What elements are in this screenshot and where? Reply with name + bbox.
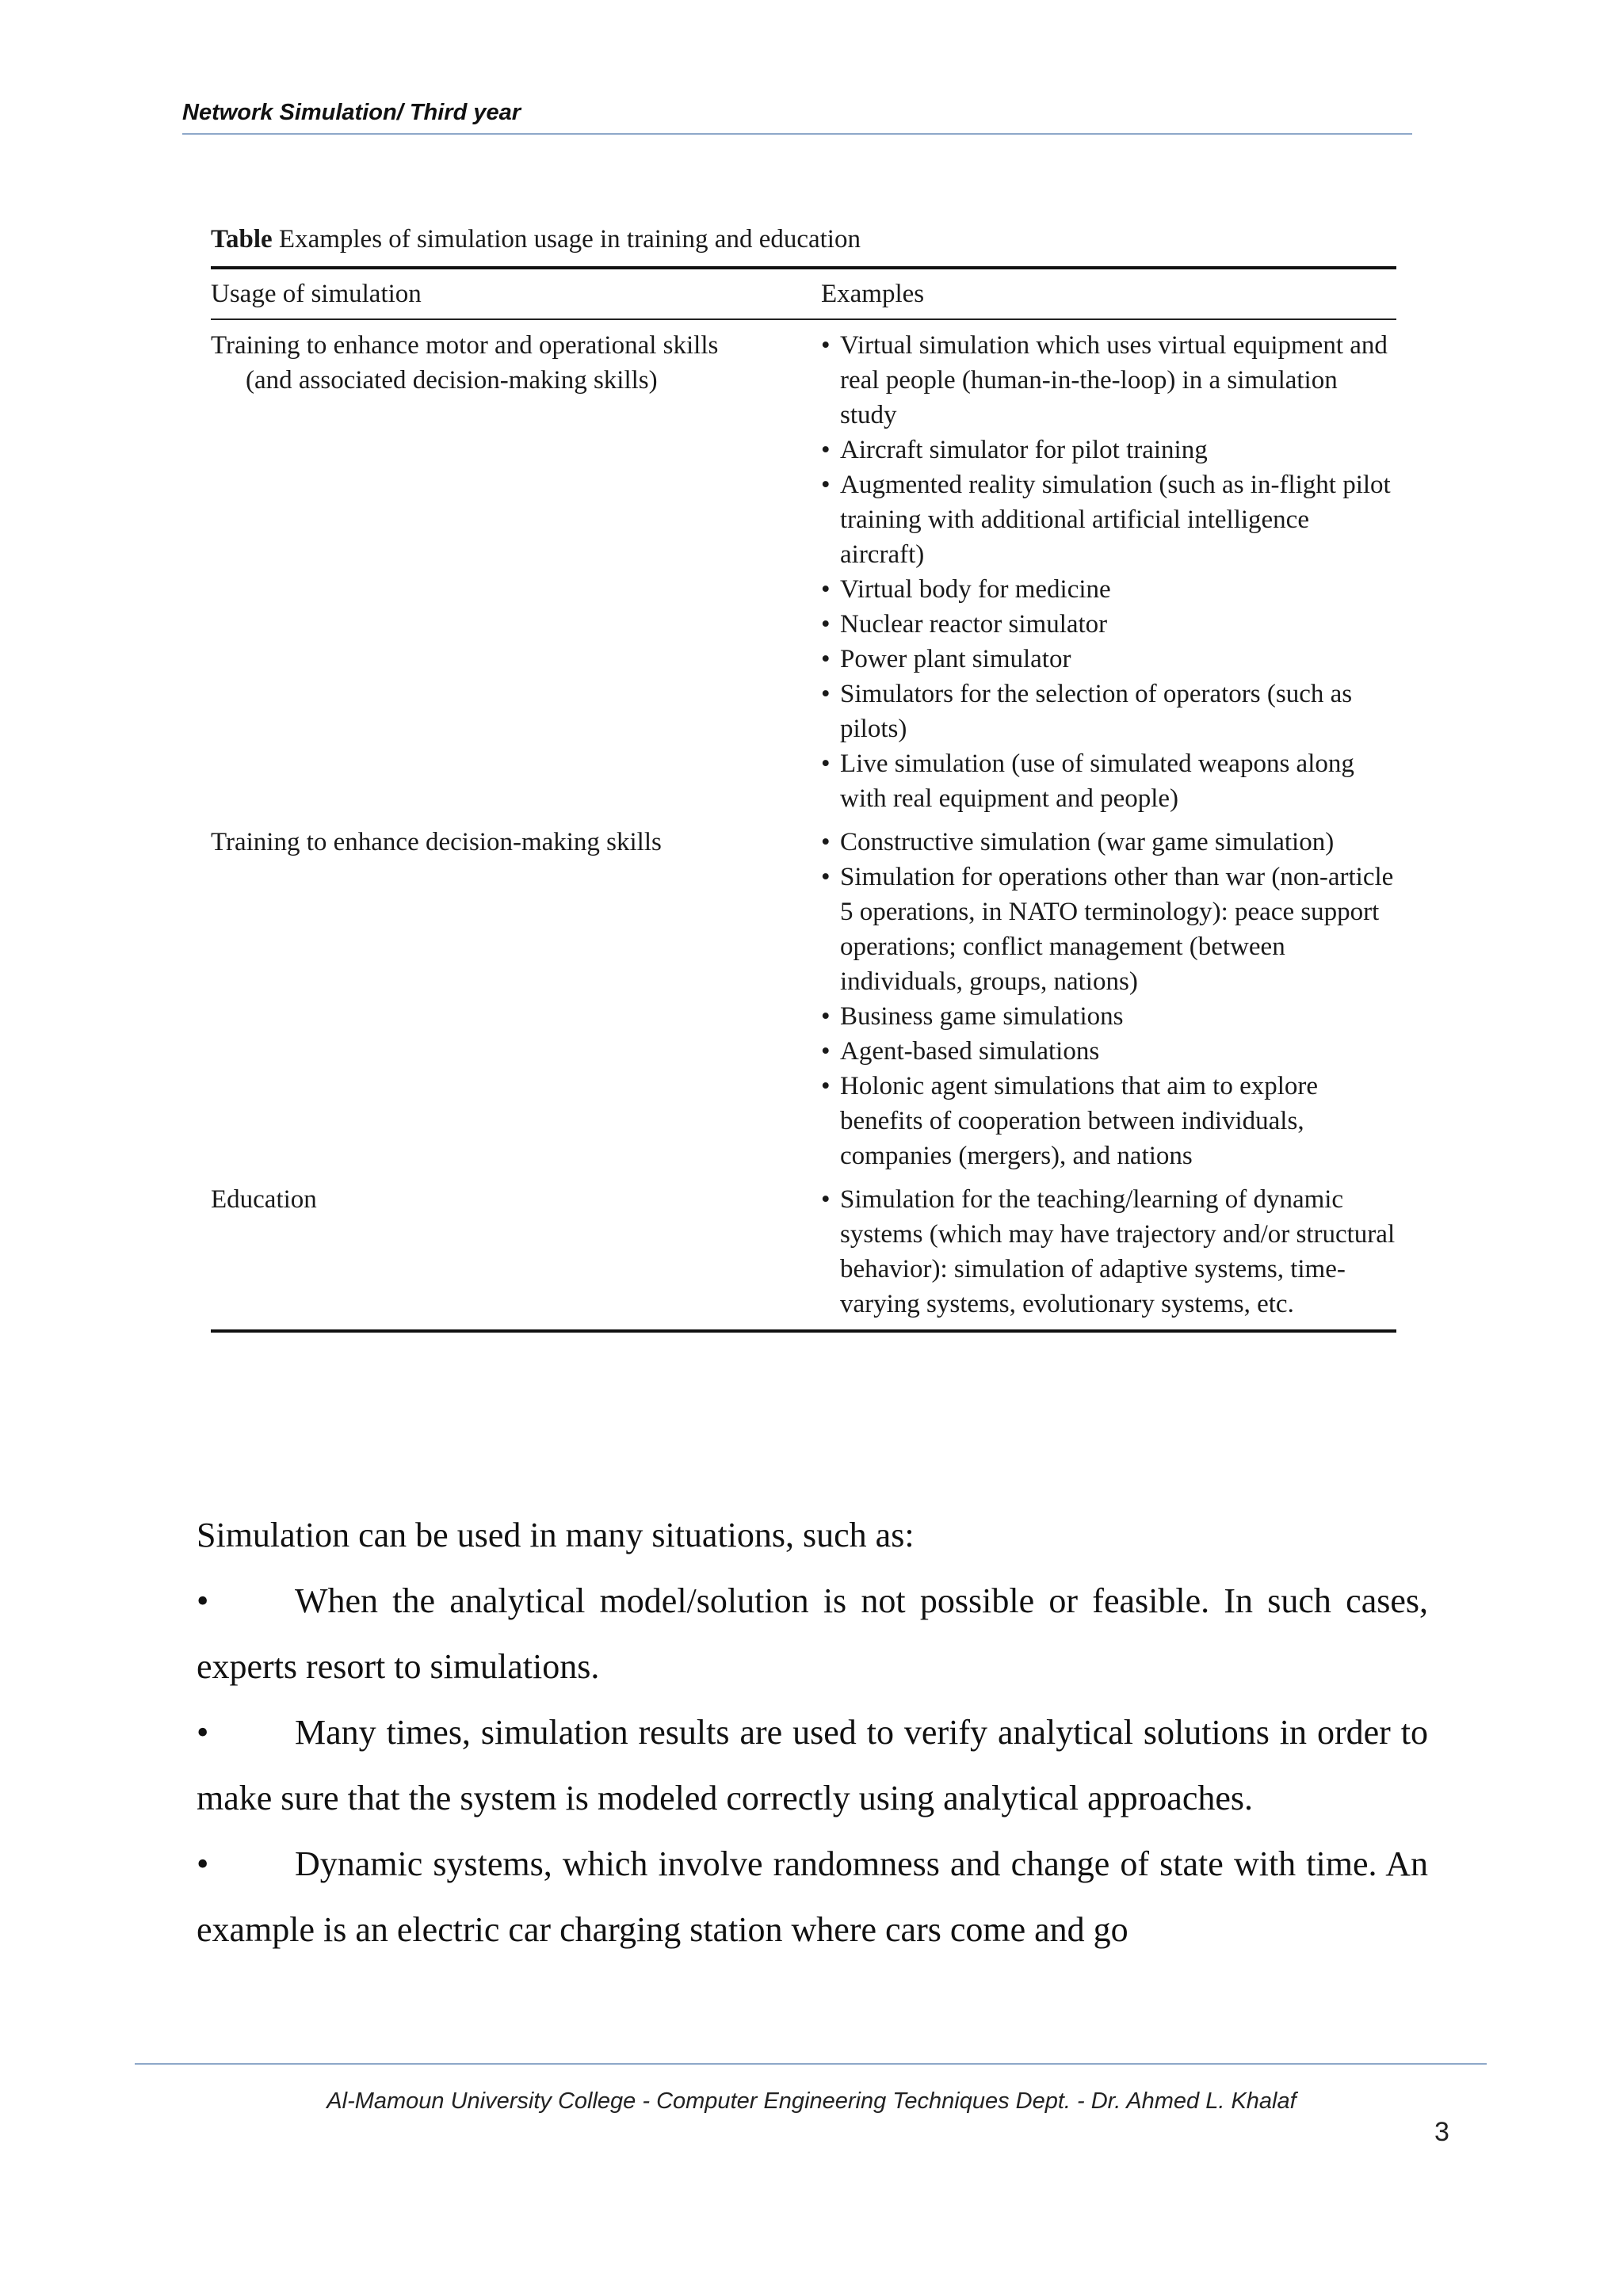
example-item: • Aircraft simulator for pilot training <box>821 433 1396 467</box>
table-caption-label: Table <box>211 225 273 254</box>
usage-cell <box>211 825 821 1173</box>
footer-text: Al-Mamoun University College - Computer Engineering Techniques Dept. - Dr. Ahmed L. Khalaf <box>327 2088 1296 2114</box>
table-row <box>211 825 1396 1173</box>
example-item: • Augmented reality simulation (such as in-flight pilot training with additional artificial intelligence aircraft) <box>821 467 1396 572</box>
table-bottom-rule <box>211 1329 1396 1333</box>
example-item: • Simulation for operations other than war (non-article 5 operations, in NATO terminology): peace support operations; conflict management (between individuals, groups, nations) <box>821 860 1396 999</box>
example-item: • Live simulation (use of simulated weapons along with real equipment and people) <box>821 746 1396 816</box>
bullet-paragraph <box>197 1568 1428 1699</box>
usage-cell <box>211 1182 821 1322</box>
example-item: • Virtual body for medicine <box>821 572 1396 607</box>
page-number: 3 <box>1434 2117 1449 2147</box>
running-header-title: Network Simulation/ Third year <box>182 100 521 125</box>
example-item: • Power plant simulator <box>821 642 1396 677</box>
example-item: • Constructive simulation (war game simulation) <box>821 825 1396 860</box>
bullet-text: Dynamic systems, which involve randomness and change of state with time. An example is an electric car charging station where cars come and go <box>197 1844 1428 1949</box>
example-item: • Virtual simulation which uses virtual equipment and real people (human-in-the-loop) in a simulation study <box>821 328 1396 433</box>
bullet-symbol: • <box>197 1581 209 1620</box>
example-item: • Simulation for the teaching/learning of dynamic systems (which may have trajectory and/or structural behavior): simulation of adaptive systems, time-varying systems, evolutionary systems, etc. <box>821 1182 1396 1322</box>
header-divider <box>182 133 1412 135</box>
column-header-examples: Examples <box>821 279 925 308</box>
example-item: • Agent-based simulations <box>821 1034 1396 1069</box>
example-item: • Business game simulations <box>821 999 1396 1034</box>
usage-text: Education <box>211 1185 317 1214</box>
example-item: • Nuclear reactor simulator <box>821 607 1396 642</box>
usage-text: Training to enhance decision-making skills <box>211 828 662 856</box>
table-caption-text: Examples of simulation usage in training and education <box>272 225 861 254</box>
column-header-usage: Usage of simulation <box>211 279 422 308</box>
bullet-paragraph <box>197 1699 1428 1831</box>
bullet-text: Many times, simulation results are used to verify analytical solutions in order to make sure that the system is modeled correctly using analytical approaches. <box>197 1713 1428 1817</box>
simulation-usage-table <box>211 223 1396 1333</box>
examples-list <box>821 825 1396 1173</box>
table-header-row <box>211 269 1396 318</box>
table-row <box>211 1182 1396 1322</box>
table-caption <box>211 223 1396 255</box>
table-header-rule <box>211 318 1396 320</box>
example-item: • Simulators for the selection of operators (such as pilots) <box>821 677 1396 746</box>
bullet-paragraph <box>197 1831 1428 1962</box>
examples-list <box>821 1182 1396 1322</box>
usage-text: Training to enhance motor and operational skills <box>211 331 719 360</box>
usage-text-continued: (and associated decision-making skills) <box>246 366 658 395</box>
bullet-text: When the analytical model/solution is not possible or feasible. In such cases, experts resort to simulations. <box>197 1581 1428 1686</box>
bullet-symbol: • <box>197 1844 209 1883</box>
table-row <box>211 328 1396 816</box>
usage-cell <box>211 328 821 816</box>
footer-divider <box>135 2063 1487 2065</box>
example-item: • Holonic agent simulations that aim to explore benefits of cooperation between individuals, companies (mergers), and nations <box>821 1069 1396 1173</box>
intro-paragraph: Simulation can be used in many situations, such as: <box>197 1516 915 1554</box>
body-text <box>197 1502 1428 1962</box>
examples-list <box>821 328 1396 816</box>
bullet-symbol: • <box>197 1713 209 1752</box>
